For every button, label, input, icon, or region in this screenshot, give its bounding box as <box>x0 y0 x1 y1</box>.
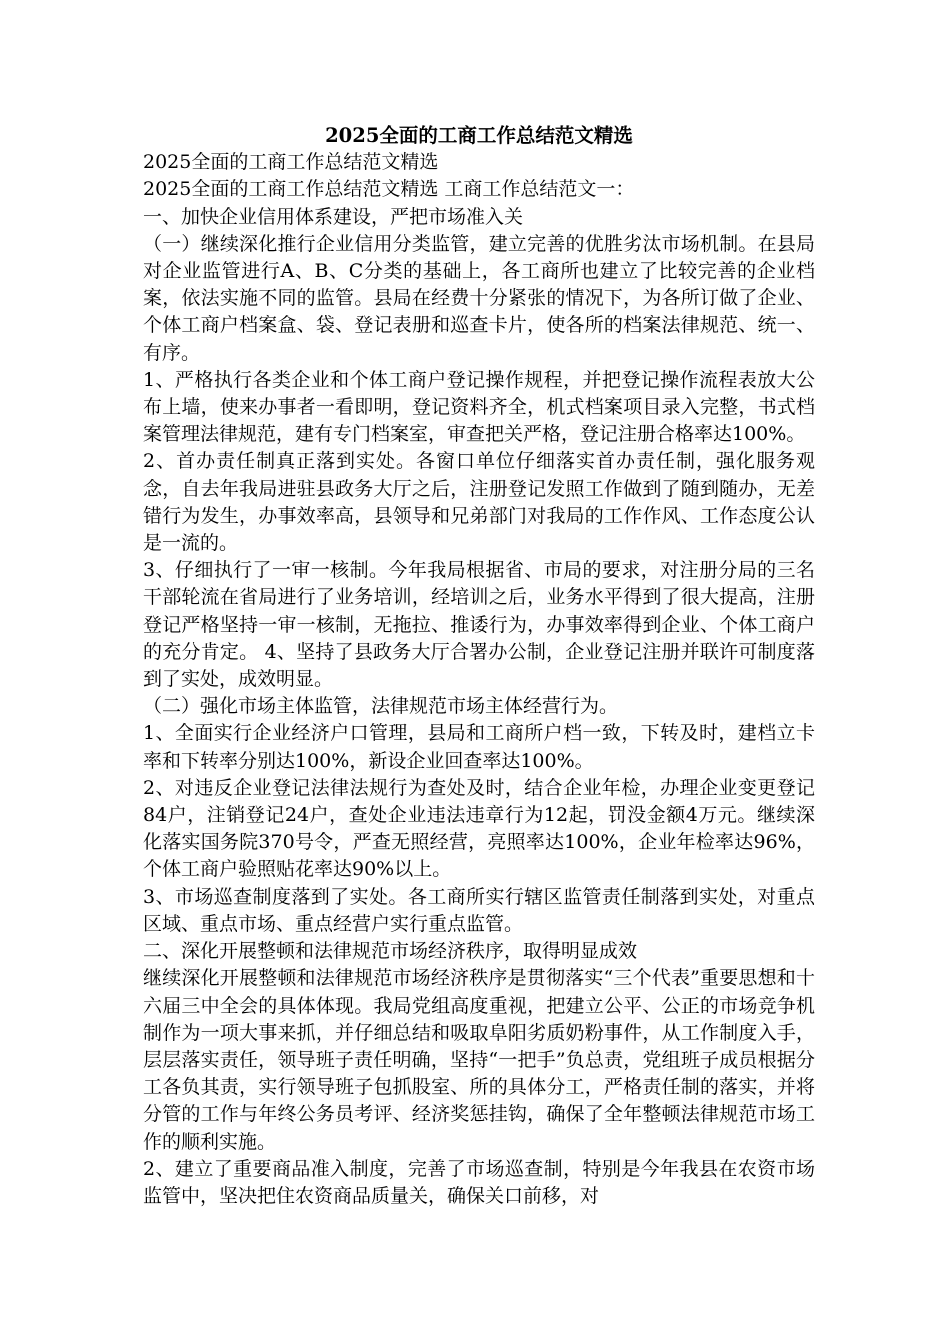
document-paragraph: （一）继续深化推行企业信用分类监管，建立完善的优胜劣汰市场机制。在县局对企业监管进行A、B、C分类的基础上，各工商所也建立了比较完善的企业档案，依法实施不同的监管。县局在经费十分紧张的情况下，为各所订做了企业、个体工商户档案盒、袋、登记表册和巡查卡片，使各所的档案法律规范、统一、有序。 <box>143 232 815 364</box>
section-heading: 一、加快企业信用体系建设，严把市场准入关 <box>143 205 524 228</box>
document-paragraph: 继续深化开展整顿和法律规范市场经济秩序是贯彻落实“三个代表”重要思想和十六届三中全会的具体体现。我局党组高度重视，把建立公平、公正的市场竞争机制作为一项大事来抓，并仔细总结和吸取阜阳劣质奶粉事件，从工作制度入手，层层落实责任，领导班子责任明确，坚持“一把手”负总责，党组班子成员根据分工各负其责，实行领导班子包抓股室、所的具体分工，严格责任制的落实，并将分管的工作与年终公务员考评、经济奖惩挂钩，确保了全年整顿法律规范市场工作的顺利实施。 <box>143 967 815 1153</box>
subsection-heading: （二）强化市场主体监管，法律规范市场主体经营行为。 <box>143 695 619 718</box>
document-paragraph: 2、建立了重要商品准入制度，完善了市场巡查制，特别是今年我县在农资市场监管中，坚决把住农资商品质量关，确保关口前移，对 <box>143 1157 815 1207</box>
section-heading: 二、深化开展整顿和法律规范市场经济秩序，取得明显成效 <box>143 940 638 963</box>
document-paragraph: 2、对违反企业登记法律法规行为查处及时，结合企业年检，办理企业变更登记84户，注销登记24户，查处企业违法违章行为12起，罚没金额4万元。继续深化落实国务院370号令，严查无照经营，亮照率达100%，企业年检率达96%，个体工商户验照贴花率达90%以上。 <box>143 776 815 881</box>
document-paragraph: 1、严格执行各类企业和个体工商户登记操作规程，并把登记操作流程表放大公布上墙，使来办事者一看即明，登记资料齐全，机式档案项目录入完整，书式档案管理法律规范，建有专门档案室，审查把关严格，登记注册合格率达100%。 <box>143 368 815 446</box>
document-paragraph: 2025全面的工商工作总结范文精选 工商工作总结范文一： <box>143 178 635 201</box>
document-paragraph: 3、仔细执行了一审一核制。今年我局根据省、市局的要求，对注册分局的三名干部轮流在省局进行了业务培训，经培训之后，业务水平得到了很大提高，注册登记严格坚持一审一核制，无拖拉、推诿行为，办事效率得到企业、个体工商户的充分肯定。 4、坚持了县政务大厅合署办公制，企业登记注册并联许可制度落到了实处，成效明显。 <box>143 559 815 691</box>
document-paragraph: 2、首办责任制真正落到实处。各窗口单位仔细落实首办责任制，强化服务观念，自去年我局进驻县政务大厅之后，注册登记发照工作做到了随到随办，无差错行为发生，办事效率高，县领导和兄弟部门对我局的工作作风、工作态度公认是一流的。 <box>143 450 815 555</box>
document-paragraph: 2025全面的工商工作总结范文精选 <box>143 151 439 174</box>
document-paragraph: 3、市场巡查制度落到了实处。各工商所实行辖区监管责任制落到实处，对重点区域、重点市场、重点经营户实行重点监管。 <box>143 885 815 935</box>
document-title: 2025全面的工商工作总结范文精选 <box>325 124 633 147</box>
document-paragraph: 1、全面实行企业经济户口管理，县局和工商所户档一致，下转及时，建档立卡率和下转率分别达100%，新设企业回查率达100%。 <box>143 722 815 772</box>
document-page <box>143 122 815 1210</box>
